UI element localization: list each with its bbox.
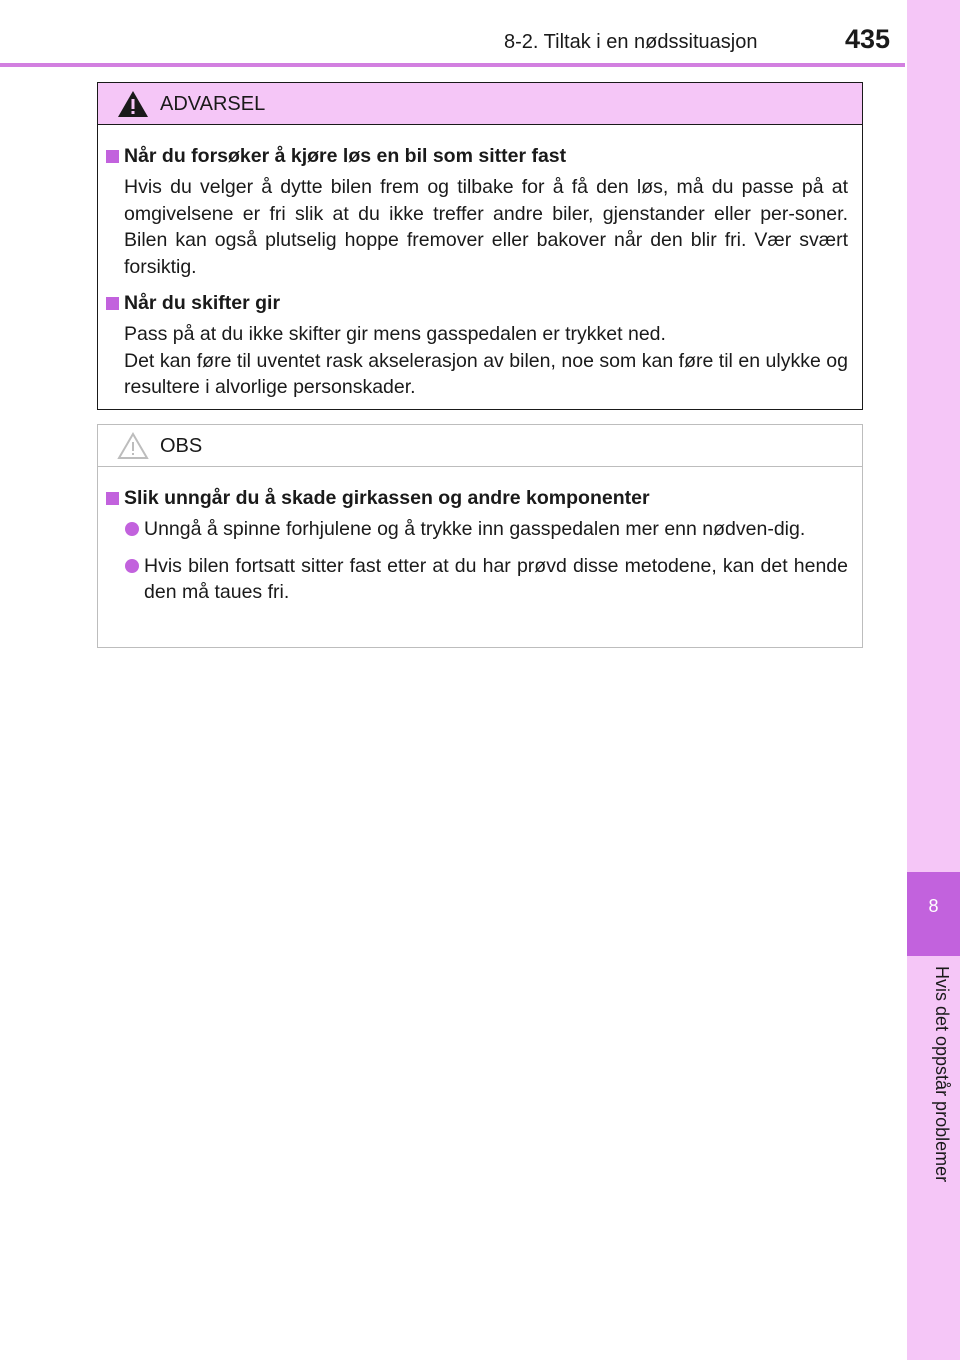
notice-label: OBS [160,435,203,457]
header-rule [0,63,905,67]
warning-item-title: Når du forsøker å kjøre løs en bil som sitter fast [104,143,848,170]
bullet-dot-icon [125,522,139,536]
warning-item-text: Det kan føre til uventet rask akselerasjon av bilen, noe som kan føre til en ulykke og resultere i alvorlige personskader. [124,349,848,398]
warning-item-text: Hvis du velger å dytte bilen frem og tilbake for å få den løs, må du passe på at omgivelsene er fri slik at du ikke treffer andre biler, gjenstander eller per-soner. Bilen kan også plutselig hoppe fremover eller bakover når den blir fri. Vær svært forsiktig. [124,176,848,278]
section-title: 8-2. Tiltak i en nødssituasjon [504,31,758,53]
warning-triangle-icon [116,89,150,119]
notice-bullet [104,553,848,606]
warning-box-header [98,83,862,125]
notice-bullet-text: Hvis bilen fortsatt sitter fast etter at du har prøvd disse metodene, kan det hende den må taues fri. [144,554,848,603]
chapter-title: Hvis det oppstår problemer [932,966,952,1183]
notice-box [97,424,863,648]
warning-box [97,82,863,410]
caution-triangle-outline-icon [116,431,150,461]
notice-box-header [98,425,862,467]
chapter-number: 8 [928,896,939,916]
warning-item-title: Når du skifter gir [104,290,848,317]
chapter-side-tab [907,0,960,1360]
notice-item-title: Slik unngår du å skade girkassen og andre komponenter [104,485,848,512]
notice-bullet [104,516,848,543]
notice-bullet-text: Unngå å spinne forhjulene og å trykke inn gasspedalen mer enn nødven-dig. [144,518,806,540]
bullet-dot-icon [125,559,139,573]
page-number: 435 [845,24,891,54]
warning-label: ADVARSEL [160,93,266,115]
warning-item-text: Pass på at du ikke skifter gir mens gasspedalen er trykket ned. [124,323,666,345]
